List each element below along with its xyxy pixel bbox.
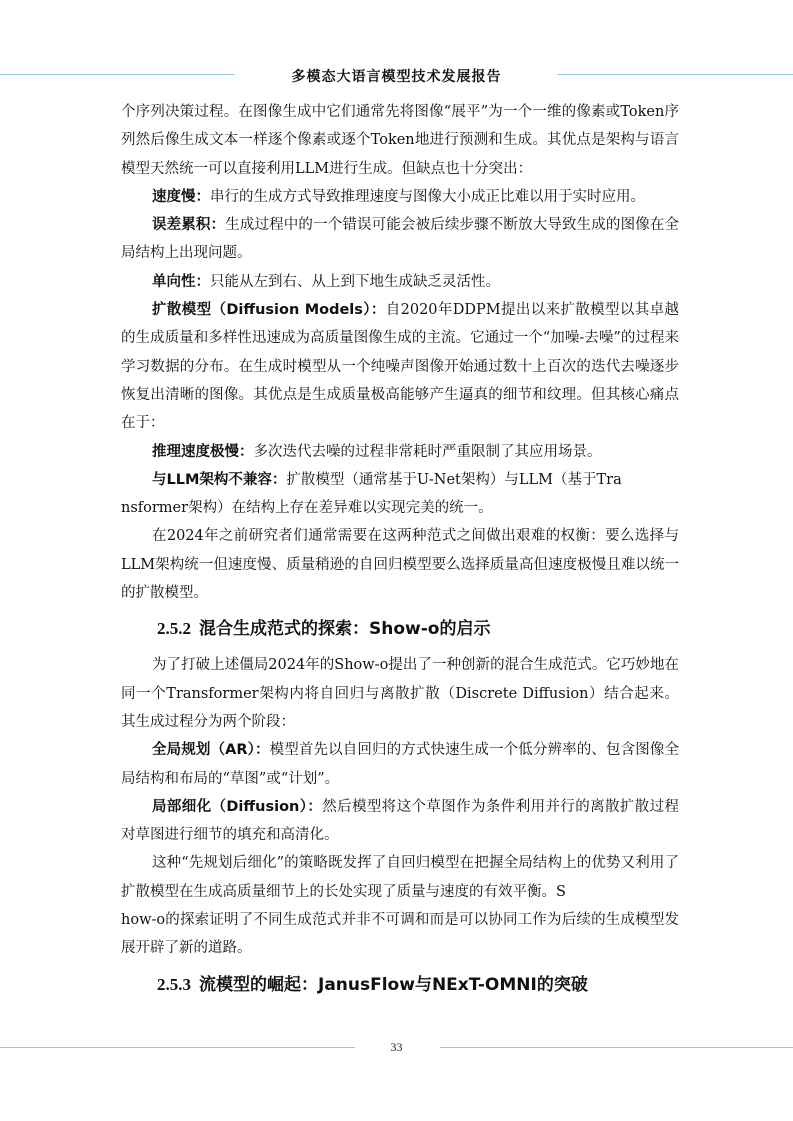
paragraph: 为了打破上述僵局2024年的Show-o提出了一种创新的混合生成范式。它巧妙地在同一个Transformer架构内将自回归与离散扩散（Discrete Diffusion）结合起来。其生成过程分为两个阶段： xyxy=(121,657,679,730)
paragraph: 个序列决策过程。在图像生成中它们通常先将图像“展平”为一个一维的像素或Token序列然后像生成文本一样逐个像素或逐个Token地进行预测和生成。其优点是架构与语言模型天然统一可以直接利用LLM进行生成。但缺点也十分突出： xyxy=(121,104,679,177)
paragraph: 全局规划（AR）：模型首先以自回归的方式快速生成一个低分辨率的、包含图像全局结构和布局的“草图”或“计划”。 xyxy=(121,742,680,787)
paragraph: 在2024年之前研究者们通常需要在这两种范式之间做出艰难的权衡：要么选择与LLM架构统一但速度慢、质量稍逊的自回归模型要么选择质量高但速度极慢且难以统一的扩散模型。 xyxy=(121,528,679,602)
header-title: 多模态大语言模型技术发展报告 xyxy=(291,69,502,85)
paragraph: 推理速度极慢：多次迭代去噪的过程非常耗时严重限制了其应用场景。 xyxy=(152,443,602,460)
paragraph: 这种“先规划后细化”的策略既发挥了自回归模型在把握全局结构上的优势又利用了扩散模型在生成高质量细节上的长处实现了质量与速度的有效平衡。S how-o的探索证明了不同生成范式并非不可调和而是可以协同工作为后续的生成模型发展开辟了新的道路。 xyxy=(121,855,679,957)
section-title: 流模型的崛起：JanusFlow与NExT-OMNI的突破 xyxy=(199,974,588,995)
section-number: 2.5.3 xyxy=(157,974,191,994)
document-body xyxy=(121,98,679,1007)
paragraph: 与LLM架构不兼容：扩散模型（通常基于U-Net架构）与LLM（基于Tra nsformer架构）在结构上存在差异难以实现完美的统一。 xyxy=(121,471,622,517)
paragraph: 局部细化（Diffusion）：然后模型将这个草图作为条件利用并行的离散扩散过程对草图进行细节的填充和高清化。 xyxy=(121,798,679,844)
section-heading xyxy=(157,615,679,643)
paragraph: 速度慢：串行的生成方式导致推理速度与图像大小成正比难以用于实时应用。 xyxy=(152,188,645,205)
section-heading xyxy=(157,971,679,999)
section-title: 混合生成范式的探索：Show-o的启示 xyxy=(199,619,491,640)
paragraph: 单向性：只能从左到右、从上到下地生成缺乏灵活性。 xyxy=(152,273,500,290)
paragraph: 扩散模型（Diffusion Models）：自2020年DDPM提出以来扩散模型以其卓越的生成质量和多样性迅速成为高质量图像生成的主流。它通过一个“加噪-去噪”的过程来学习数据的分布。在生成时模型从一个纯噪声图像开始通过数十上百次的迭代去噪逐步恢复出清晰的图像。其优点是生成质量极高能够产生逼真的细节和纹理。但其核心痛点在于： xyxy=(121,302,679,432)
section-number: 2.5.2 xyxy=(157,619,191,639)
page-number: 33 xyxy=(390,1040,403,1054)
paragraph: 误差累积：生成过程中的一个错误可能会被后续步骤不断放大导致生成的图像在全局结构上出现问题。 xyxy=(121,217,680,262)
